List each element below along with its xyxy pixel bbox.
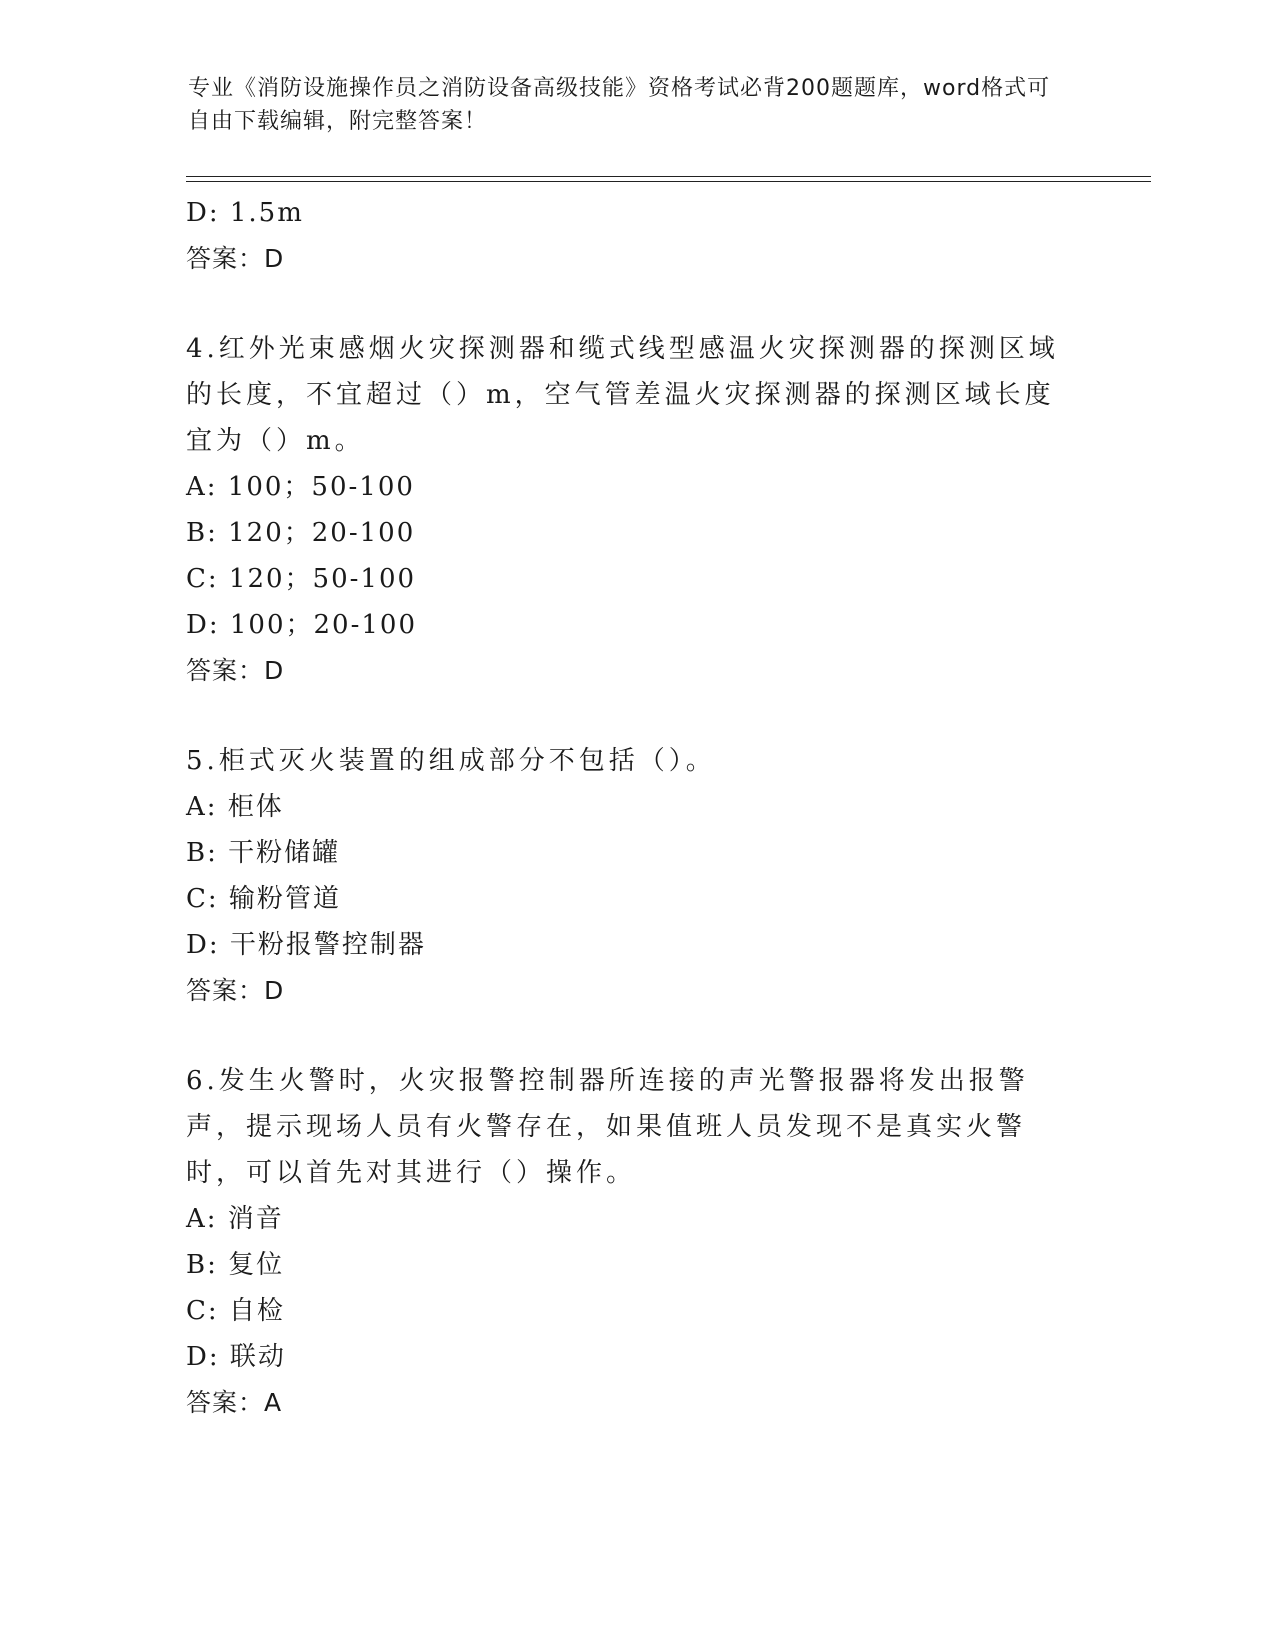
- option-b: B: 120；20-100: [186, 518, 416, 548]
- question-stem: 6.发生火警时，火灾报警控制器所连接的声光警报器将发出报警声，提示现场人员有火警存在，如果值班人员发现不是真实火警时，可以首先对其进行（）操作。: [186, 1066, 1029, 1188]
- option-d: D: 联动: [186, 1342, 286, 1372]
- option-b: B: 干粉储罐: [186, 838, 341, 868]
- answer-line: 答案：A: [186, 1388, 283, 1417]
- question-stem: 4.红外光束感烟火灾探测器和缆式线型感温火灾探测器的探测区域的长度，不宜超过（）m，空气管差温火灾探测器的探测区域长度宜为（）m。: [186, 334, 1059, 456]
- option-a: A: 消音: [186, 1204, 284, 1234]
- answer-line: 答案：D: [186, 244, 285, 273]
- option-a: A: 柜体: [186, 792, 284, 822]
- question-list: [186, 190, 1086, 1426]
- question-4: [186, 326, 1086, 694]
- option-c: C: 120；50-100: [186, 564, 417, 594]
- question-stem: 5.柜式灭火装置的组成部分不包括（）。: [186, 746, 716, 776]
- answer-line: 答案：D: [186, 976, 285, 1005]
- option-d: D: 100；20-100: [186, 610, 417, 640]
- option-d: D: 1.5m: [186, 198, 304, 228]
- option-c: C: 自检: [186, 1296, 285, 1326]
- document-header: 专业《消防设施操作员之消防设备高级技能》资格考试必背200题题库，word格式可自由下载编辑，附完整答案！: [188, 76, 1051, 134]
- option-a: A: 100；50-100: [186, 472, 415, 502]
- header-divider-bottom: [186, 181, 1151, 182]
- option-b: B: 复位: [186, 1250, 285, 1280]
- header-divider-top: [186, 176, 1151, 177]
- answer-line: 答案：D: [186, 656, 285, 685]
- option-d: D: 干粉报警控制器: [186, 930, 426, 960]
- option-c: C: 输粉管道: [186, 884, 341, 914]
- question-5: [186, 738, 1086, 1014]
- question-6: [186, 1058, 1086, 1426]
- question-3: [186, 190, 1086, 282]
